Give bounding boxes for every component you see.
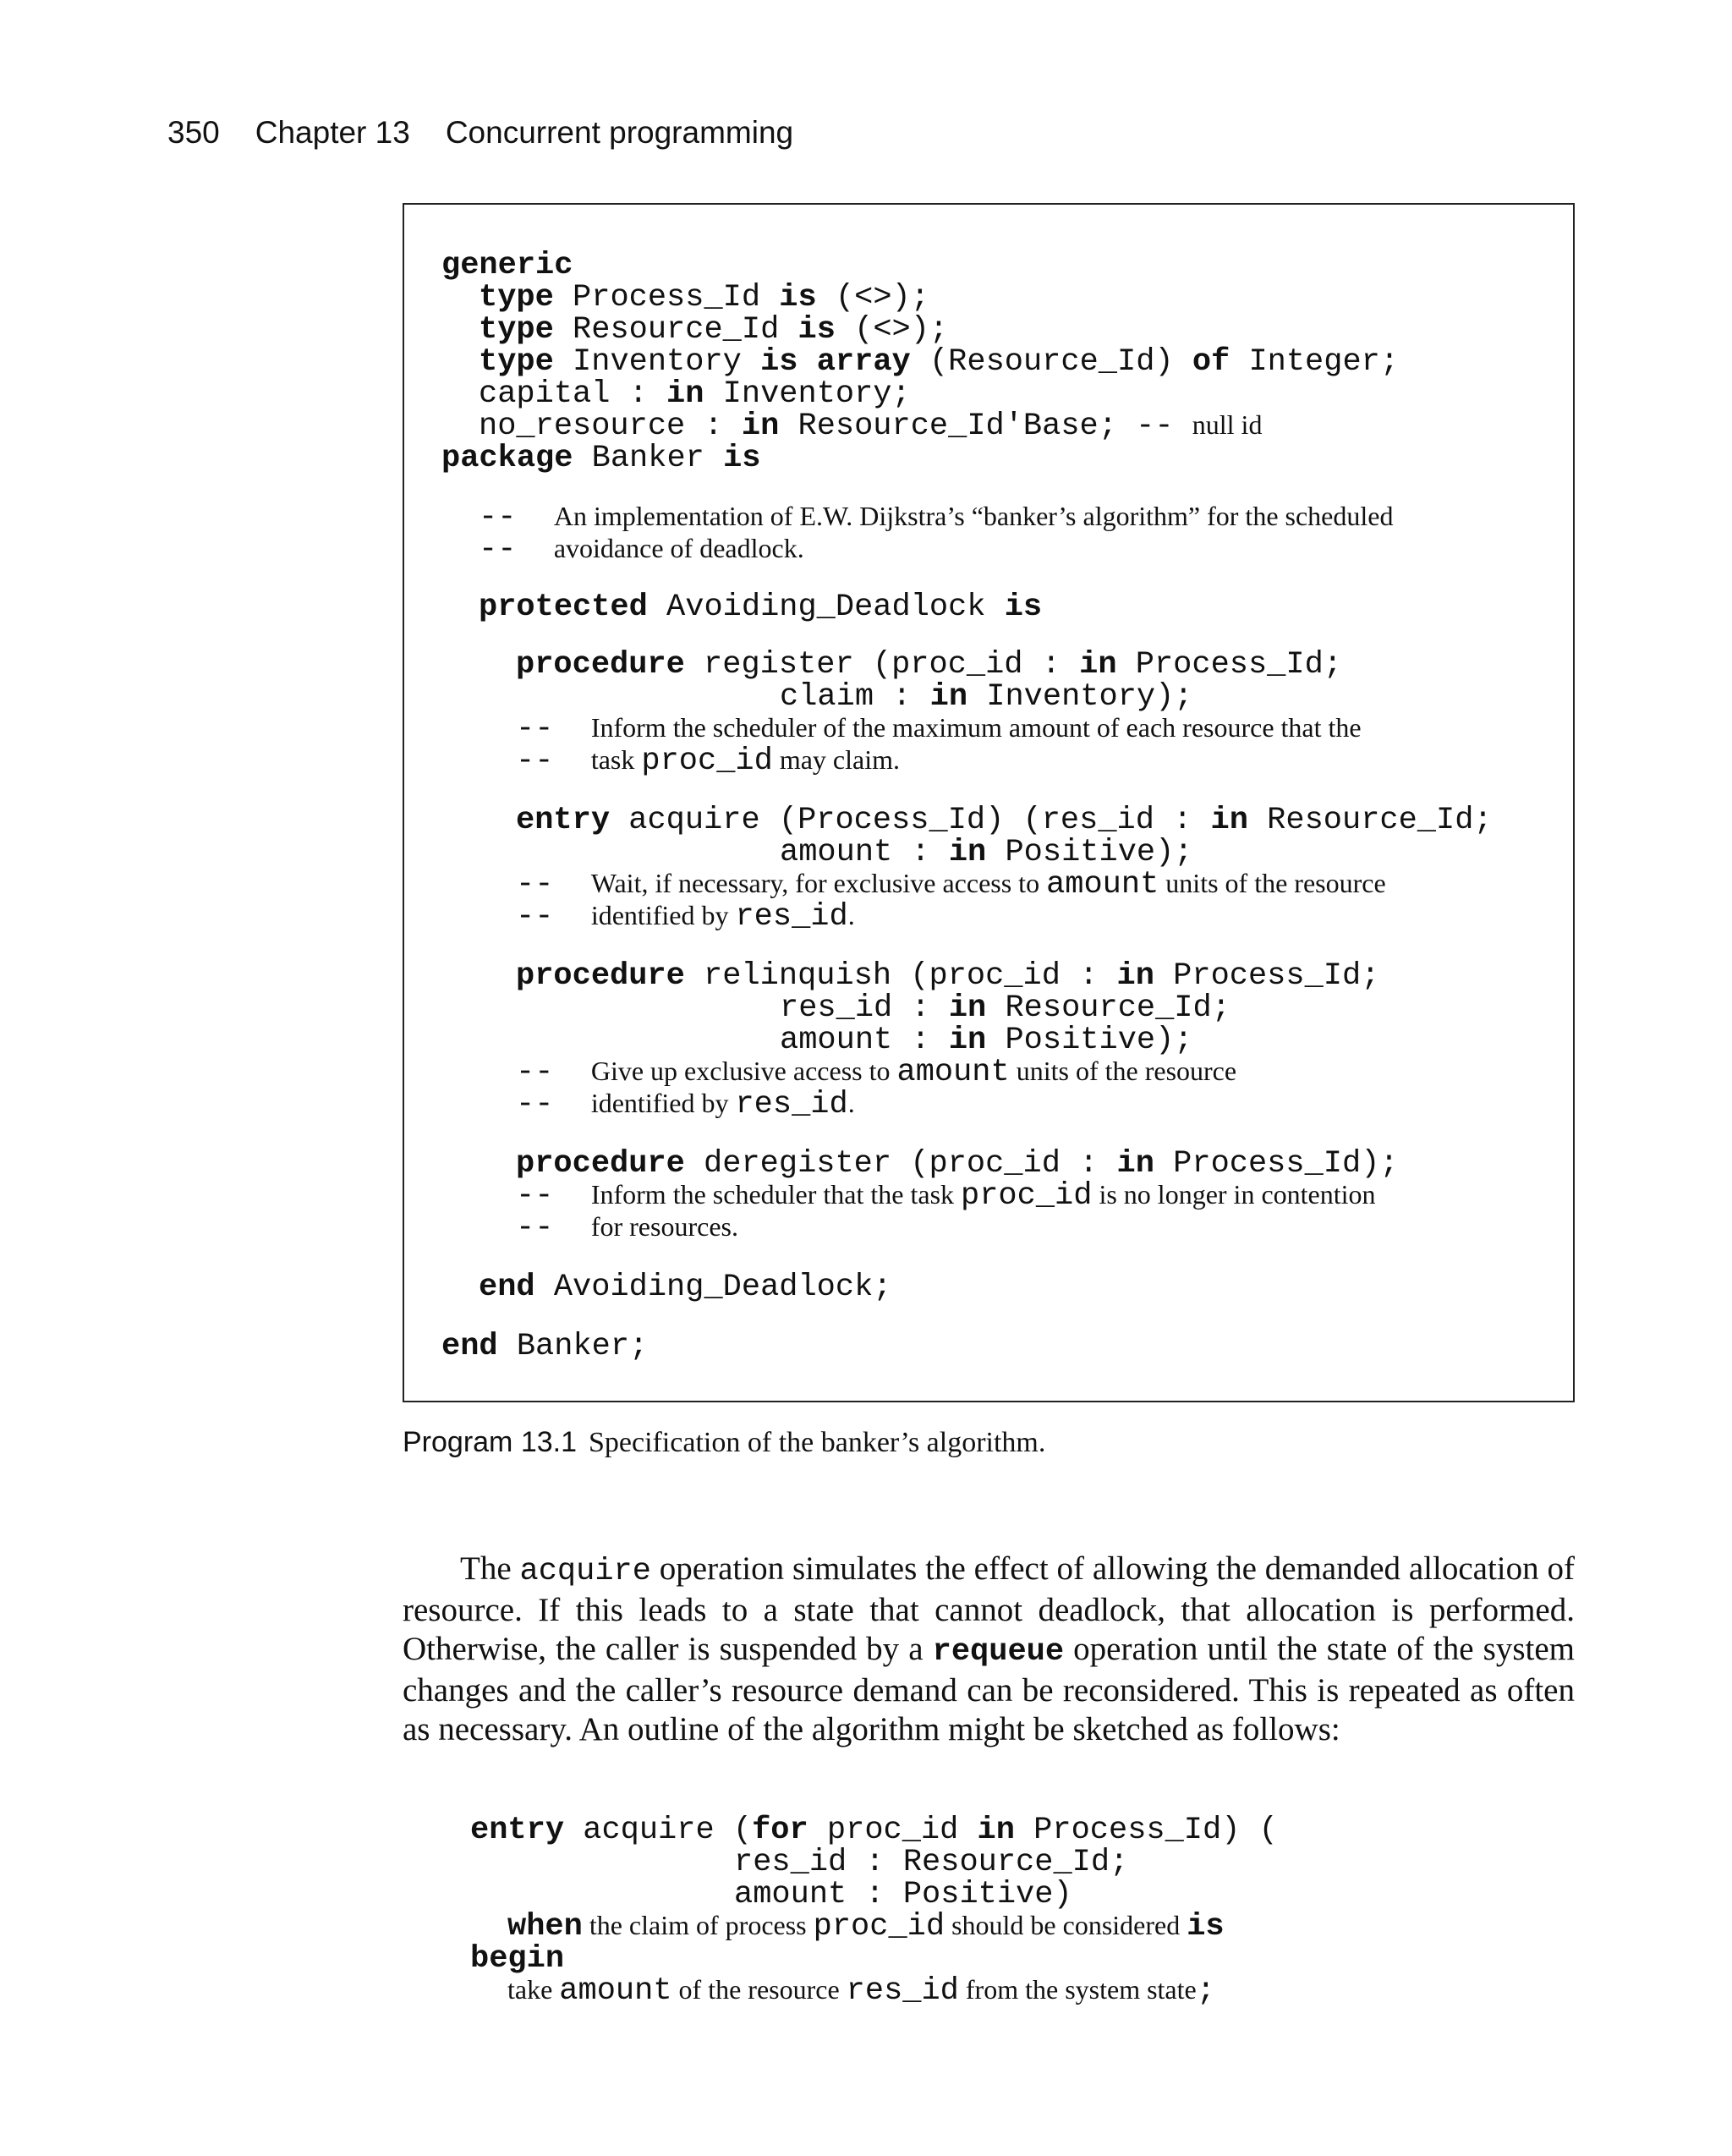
code-line: package Banker is [441, 441, 761, 476]
outline-line: entry acquire (for proc_id in Process_Id) ( [470, 1813, 1278, 1848]
code-comment: -- Wait, if necessary, for exclusive access to amount units of the resource [516, 867, 1386, 902]
code-comment: -- identified by res_id. [516, 899, 855, 935]
outline-line: take amount of the resource res_id from the system state; [507, 1973, 1215, 2009]
code-comment: -- Give up exclusive access to amount units of the resource [516, 1055, 1237, 1090]
code-line: amount : in Positive); [780, 1023, 1193, 1058]
running-header [167, 115, 793, 151]
chapter-title: Concurrent programming [445, 115, 794, 150]
code-line: entry acquire (Process_Id) (res_id : in Resource_Id; [516, 803, 1493, 838]
program-caption [403, 1426, 1045, 1459]
code-line: amount : in Positive); [780, 835, 1193, 870]
chapter-label: Chapter 13 [255, 115, 410, 150]
outline-line: amount : Positive) [734, 1877, 1072, 1912]
code-comment: -- task proc_id may claim. [516, 743, 900, 779]
code-line: end Avoiding_Deadlock; [479, 1270, 892, 1305]
code-line: res_id : in Resource_Id; [780, 990, 1230, 1026]
code-comment: -- identified by res_id. [516, 1087, 855, 1122]
code-line: procedure register (proc_id : in Process_Id; [516, 647, 1342, 683]
code-line: type Inventory is array (Resource_Id) of Integer; [479, 344, 1400, 380]
code-line: generic [441, 248, 573, 283]
code-line: procedure relinquish (proc_id : in Process_Id; [516, 958, 1380, 994]
code-line: no_resource : in Resource_Id'Base; -- null id [479, 409, 1263, 444]
page-number: 350 [167, 115, 220, 150]
outline-line: res_id : Resource_Id; [734, 1845, 1129, 1880]
code-line: end Banker; [441, 1329, 649, 1364]
code-comment: -- An implementation of E.W. Dijkstra’s “banker’s algorithm” for the scheduled [479, 500, 1394, 535]
outline-line: begin [470, 1941, 565, 1977]
caption-text: Specification of the banker’s algorithm. [589, 1427, 1046, 1458]
body-paragraph: The acquire operation simulates the effect of allowing the demanded allocation of resource. If this leads to a state that cannot deadlock, that allocation is performed. Otherwise, the caller is suspended by a requeue operation until the state of the system changes and the caller’s resource demand can be reconsidered. This is repeated as often as necessary. An outline of the algorithm might be sketched as follows: [403, 1550, 1575, 1747]
code-comment: -- Inform the scheduler of the maximum amount of each resource that the [516, 711, 1362, 747]
code-comment: -- avoidance of deadlock. [479, 532, 804, 568]
code-line: claim : in Inventory); [780, 679, 1193, 715]
code-line: capital : in Inventory; [479, 376, 911, 412]
outline-line: when the claim of process proc_id should be considered is [507, 1909, 1225, 1945]
code-comment: -- Inform the scheduler that the task proc_id is no longer in contention [516, 1178, 1376, 1214]
code-line: protected Avoiding_Deadlock is [479, 590, 1043, 625]
code-line: type Process_Id is (<>); [479, 280, 929, 315]
code-comment: -- for resources. [516, 1210, 738, 1246]
code-line: procedure deregister (proc_id : in Process_Id); [516, 1146, 1399, 1182]
code-line: type Resource_Id is (<>); [479, 312, 949, 348]
caption-label: Program 13.1 [403, 1426, 577, 1458]
